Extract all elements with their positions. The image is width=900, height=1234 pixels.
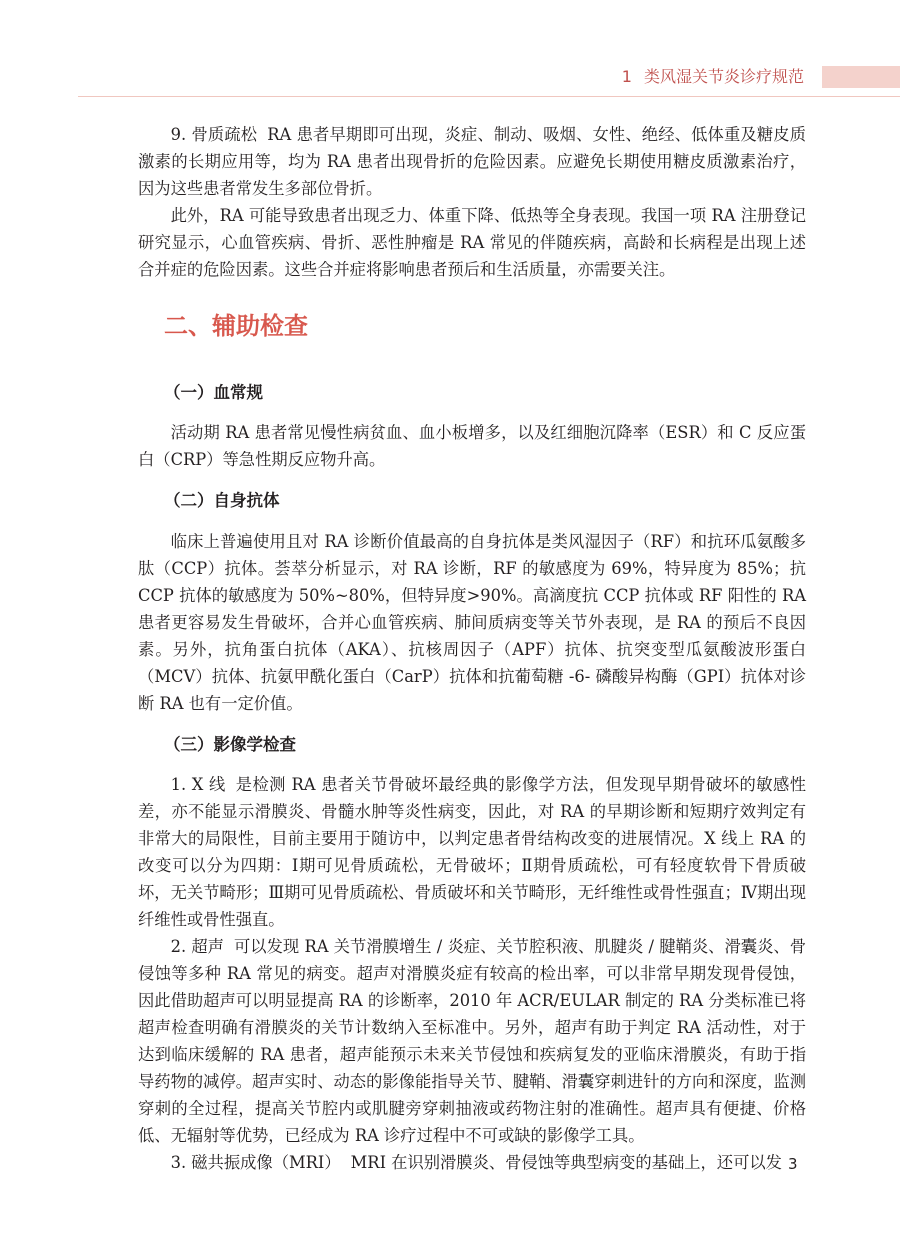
- paragraph-text: MRI 在识别滑膜炎、骨侵蚀等典型病变的基础上，还可以发: [350, 1153, 782, 1172]
- chapter-number: 1: [621, 67, 632, 86]
- section-heading: 二、辅助检查: [164, 312, 308, 340]
- item-term: 2. 超声: [170, 937, 224, 956]
- running-header: [0, 66, 900, 88]
- page-number: 3: [788, 1155, 798, 1173]
- paragraph-text: 可以发现 RA 关节滑膜增生 / 炎症、关节腔积液、肌腱炎 / 腱鞘炎、滑囊炎、骨侵蚀等多种 RA 常见的病变。超声对滑膜炎症有较高的检出率，可以非常早期发现骨侵蚀，因此借助超声可以明显提高 RA 的诊断率，2010 年 ACR/EULAR 制定的 RA 分类标准已将超声检查明确有滑膜炎的关节计数纳入至标准中。另外，超声有助于判定 RA 活动性，对于达到临床缓解的 RA 患者，超声能预示未来关节侵蚀和疾病复发的亚临床滑膜炎，有助于指导药物的减停。超声实时、动态的影像能指导关节、腱鞘、滑囊穿刺进针的方向和深度，监测穿刺的全过程，提高关节腔内或肌腱旁穿刺抽液或药物注射的准确性。超声具有便捷、价格低、无辐射等优势，已经成为 RA 诊疗过程中不可或缺的影像学工具。: [138, 937, 807, 1145]
- paragraph-ultrasound: [138, 933, 806, 1149]
- subheading-autoantibodies: （二）自身抗体: [164, 491, 280, 510]
- item-term: 1. X 线: [170, 775, 226, 794]
- page-body: [138, 121, 806, 1176]
- paragraph-text: RA 患者早期即可出现，炎症、制动、吸烟、女性、绝经、低体重及糖皮质激素的长期应用等，均为 RA 患者出现骨折的危险因素。应避免长期使用糖皮质激素治疗，因为这些患者常发生多部位骨折。: [138, 125, 806, 198]
- chapter-title: 类风湿关节炎诊疗规范: [643, 67, 804, 86]
- paragraph-text: 是检测 RA 患者关节骨破坏最经典的影像学方法，但发现早期骨破坏的敏感性差，亦不能显示滑膜炎、骨髓水肿等炎性病变，因此，对 RA 的早期诊断和短期疗效判定有非常大的局限性，目前主要用于随访中，以判定患者骨结构改变的进展情况。X 线上 RA 的改变可以分为四期：Ⅰ期可见骨质疏松，无骨破坏；Ⅱ期骨质疏松，可有轻度软骨下骨质破坏，无关节畸形；Ⅲ期可见骨质疏松、骨质破坏和关节畸形，无纤维性或骨性强直；Ⅳ期出现纤维性或骨性强直。: [138, 775, 806, 929]
- paragraph-osteoporosis: [138, 121, 806, 202]
- header-rule: [78, 96, 900, 97]
- chapter-heading: [622, 66, 804, 88]
- subheading-imaging: （三）影像学检查: [164, 735, 296, 754]
- paragraph-systemic: 此外，RA 可能导致患者出现乏力、体重下降、低热等全身表现。我国一项 RA 注册登记研究显示，心血管疾病、骨折、恶性肿瘤是 RA 常见的伴随疾病，高龄和长病程是出现上述合并症的危险因素。这些合并症将影响患者预后和生活质量，亦需要关注。: [138, 206, 806, 279]
- item-term: 3. 磁共振成像（MRI）: [170, 1153, 341, 1172]
- paragraph-autoantibodies: 临床上普遍使用且对 RA 诊断价值最高的自身抗体是类风湿因子（RF）和抗环瓜氨酸多肽（CCP）抗体。荟萃分析显示，对 RA 诊断，RF 的敏感度为 69%，特异度为 85%；抗 CCP 抗体的敏感度为 50%~80%，但特异度>90%。高滴度抗 CCP 抗体或 RF 阳性的 RA 患者更容易发生骨破坏，合并心血管疾病、肺间质病变等关节外表现，是 RA 的预后不良因素。另外，抗角蛋白抗体（AKA）、抗核周因子（APF）抗体、抗突变型瓜氨酸波形蛋白（MCV）抗体、抗氨甲酰化蛋白（CarP）抗体和抗葡萄糖 -6- 磷酸异构酶（GPI）抗体对诊断 RA 也有一定价值。: [138, 532, 806, 713]
- item-term: 9. 骨质疏松: [170, 125, 258, 144]
- paragraph-mri: [138, 1149, 806, 1176]
- subheading-blood-routine: （一）血常规: [164, 383, 263, 402]
- header-color-band: [822, 66, 900, 88]
- paragraph-blood-routine: 活动期 RA 患者常见慢性病贫血、血小板增多，以及红细胞沉降率（ESR）和 C 反应蛋白（CRP）等急性期反应物升高。: [138, 423, 806, 469]
- paragraph-xray: [138, 771, 806, 933]
